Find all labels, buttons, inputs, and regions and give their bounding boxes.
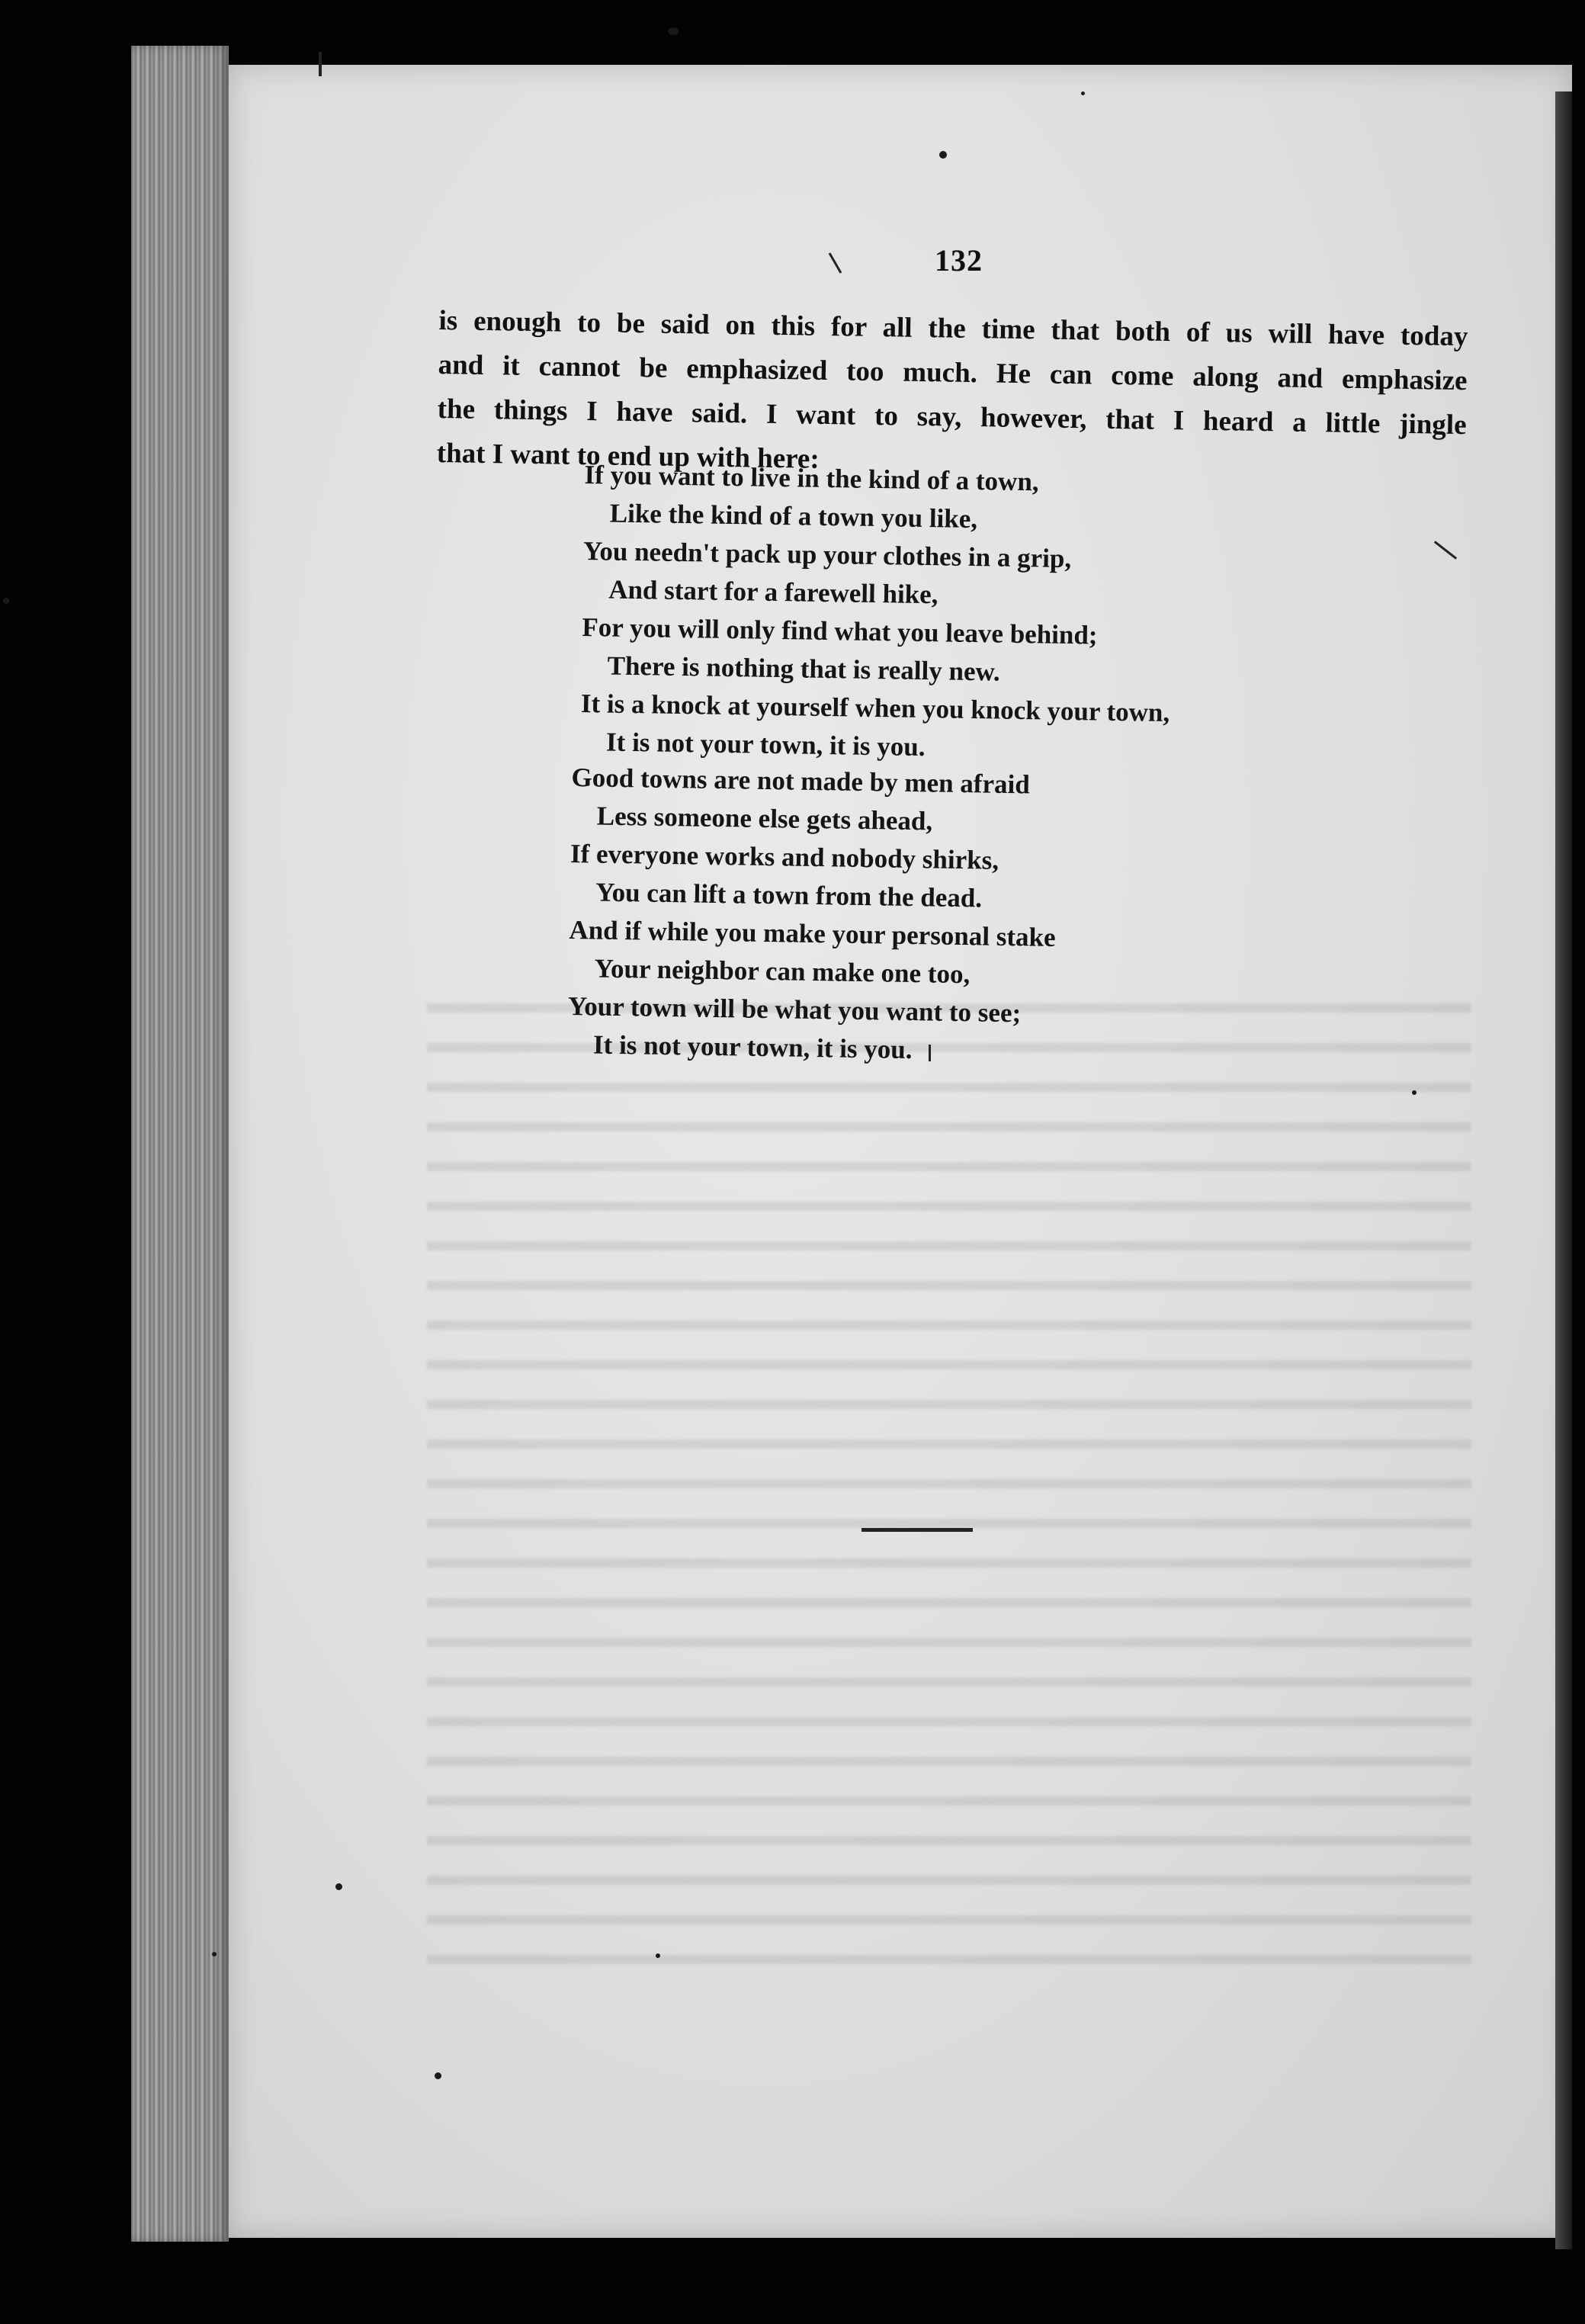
prose-line: is enough to be said on this for all the time that both of us will have today	[438, 304, 1468, 353]
dust-speck	[435, 2072, 441, 2079]
dust-speck	[656, 1953, 660, 1958]
poem-stanza-1	[580, 456, 1174, 770]
poem-line: And if while you make your personal stake	[569, 914, 1056, 952]
poem-line: It is not your town, it is you.	[592, 1029, 913, 1065]
poem-line: Your neighbor can make one too,	[594, 953, 971, 990]
page-number: 132	[935, 243, 983, 278]
dust-speck	[3, 598, 9, 604]
page-edge-stack	[131, 46, 229, 2242]
poem-line: If you want to live in the kind of a town,	[584, 459, 1039, 497]
prose-line: and it cannot be emphasized too much. He can come along and emphasize	[438, 348, 1468, 397]
poem-line: If everyone works and nobody shirks,	[570, 838, 999, 875]
prose-line: the things I have said. I want to say, however, that I heard a little jingle	[437, 393, 1467, 441]
poem-line: And start for a farewell hike,	[608, 574, 938, 610]
section-separator-rule	[861, 1528, 973, 1532]
poem-line: Less someone else gets ahead,	[596, 801, 933, 836]
bleed-through-text	[427, 984, 1471, 1990]
poem-stanza-2	[567, 759, 1058, 1071]
right-page-edge	[1555, 91, 1572, 2249]
poem-line: It is a knock at yourself when you knock your town,	[580, 688, 1170, 728]
dust-speck	[939, 151, 947, 159]
poem-line: Like the kind of a town you like,	[609, 498, 978, 534]
poem-line: You needn't pack up your clothes in a grip,	[582, 535, 1072, 574]
dust-speck	[1412, 1090, 1417, 1095]
dust-speck	[1081, 91, 1085, 95]
poem-line: Your town will be what you want to see;	[567, 990, 1022, 1029]
dust-speck	[668, 27, 679, 35]
poem-line: For you will only find what you leave behind;	[582, 611, 1098, 650]
scratch-mark	[319, 52, 322, 76]
poem-line: There is nothing that is really new.	[607, 650, 1000, 687]
poem-line: Good towns are not made by men afraid	[571, 762, 1031, 800]
dust-speck	[335, 1883, 342, 1890]
poem-line: It is not your town, it is you.	[605, 727, 926, 762]
prose-line: that I want to end up with here:	[436, 437, 820, 475]
dust-speck	[212, 1952, 217, 1956]
poem-line: You can lift a town from the dead.	[595, 877, 983, 913]
